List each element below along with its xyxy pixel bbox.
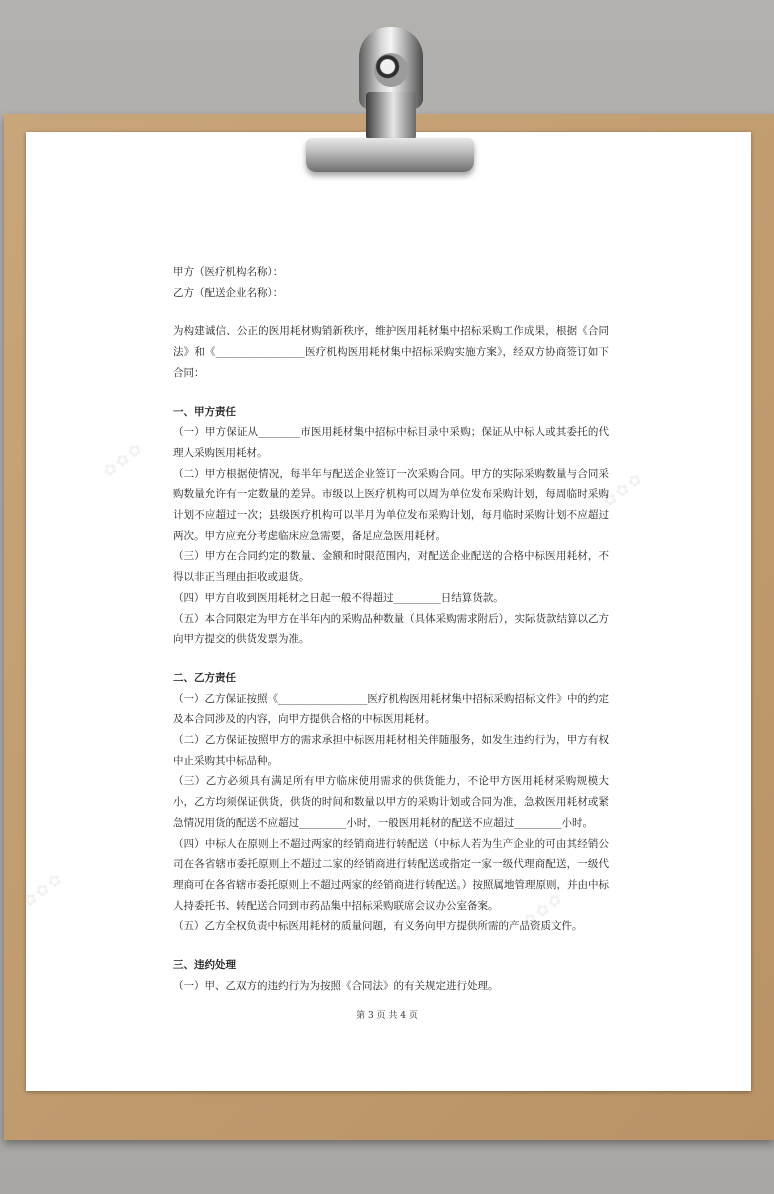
section-heading-party-a: 一、甲方责任: [173, 405, 236, 418]
section-heading-breach: 三、违约处理: [173, 959, 236, 972]
section2-item: （二）乙方保证按照甲方的需求承担中标医用耗材相关伴随服务，如发生违约行为，甲方有权中止采购其中标品种。: [173, 734, 609, 767]
section2-item: （五）乙方全权负责中标医用耗材的质量问题，有义务向甲方提供所需的产品资质文件。: [173, 920, 583, 933]
section2-item: （四）中标人在原则上不超过两家的经销商进行转配送（中标人若为生产企业的可由其经销公司在各省辖市委托原则上不超过二家的经销商进行转配送或指定一家一级代理商配送，一级代理商可在各省辖市委托原则上不超过两家的经销商进行转配送。）按照属地管理原则，并由中标人持委托书、转配送合同到市药品集中招标采购联席会议办公室备案。: [173, 837, 609, 912]
section1-item: （三）甲方在合同约定的数量、金额和时限范围内，对配送企业配送的合格中标医用耗材，不得以非正当理由拒收或退货。: [173, 550, 609, 584]
party-a-line: 甲方（医疗机构名称）：: [173, 266, 284, 278]
section3-item: （一）甲、乙双方的违约行为为按照《合同法》的有关规定进行处理。: [173, 979, 499, 992]
section1-item: （一）甲方保证从________市医用耗材集中招标中标目录中采购；保证从中标人或其委托的代理人采购医用耗材。: [173, 426, 609, 459]
contract-text: [173, 262, 609, 997]
preamble-paragraph: 为构建诚信、公正的医用耗材购销新秩序，维护医用耗材集中招标采购工作成果，根据《合同法》和《_________________医疗机构医用耗材集中招标采购实施方案》，经双方协商签订如下合同：: [173, 325, 609, 379]
section1-item: （五）本合同限定为甲方在半年内的采购品种数量（具体采购需求附后），实际货款结算以乙方向甲方提交的供货发票为准。: [173, 612, 609, 646]
section2-item: （三）乙方必须具有满足所有甲方临床使用需求的供货能力，不论甲方医用耗材采购规模大小，乙方均须保证供货，供货的时间和数量以甲方的采购计划或合同为准，急救医用耗材或紧急情况用货的配送不应超过_________小时，一般医用耗材的配送不应超过_________小时。: [173, 775, 609, 829]
section1-item: （四）甲方自收到医用耗材之日起一般不得超过_________日结算货款。: [173, 591, 504, 604]
page-number: 第 3 页 共 4 页: [356, 1011, 418, 1021]
section-heading-party-b: 二、乙方责任: [173, 671, 236, 684]
party-b-line: 乙方（配送企业名称）：: [173, 286, 284, 299]
section2-item: （一）乙方保证按照《_________________医疗机构医用耗材集中招标采购招标文件》中的约定及本合同涉及的内容，向甲方提供合格的中标医用耗材。: [173, 692, 609, 726]
section1-item: （二）甲方根据使情况，每半年与配送企业签订一次采购合同。甲方的实际采购数量与合同采购数量允许有一定数量的差异。市级以上医疗机构可以周为单位发布采购计划，每周临时采购计划不应超过一次；县级医疗机构可以半月为单位发布采购计划，每月临时采购计划不应超过两次。甲方应充分考虑临床应急需要，备足应急医用耗材。: [173, 467, 609, 542]
